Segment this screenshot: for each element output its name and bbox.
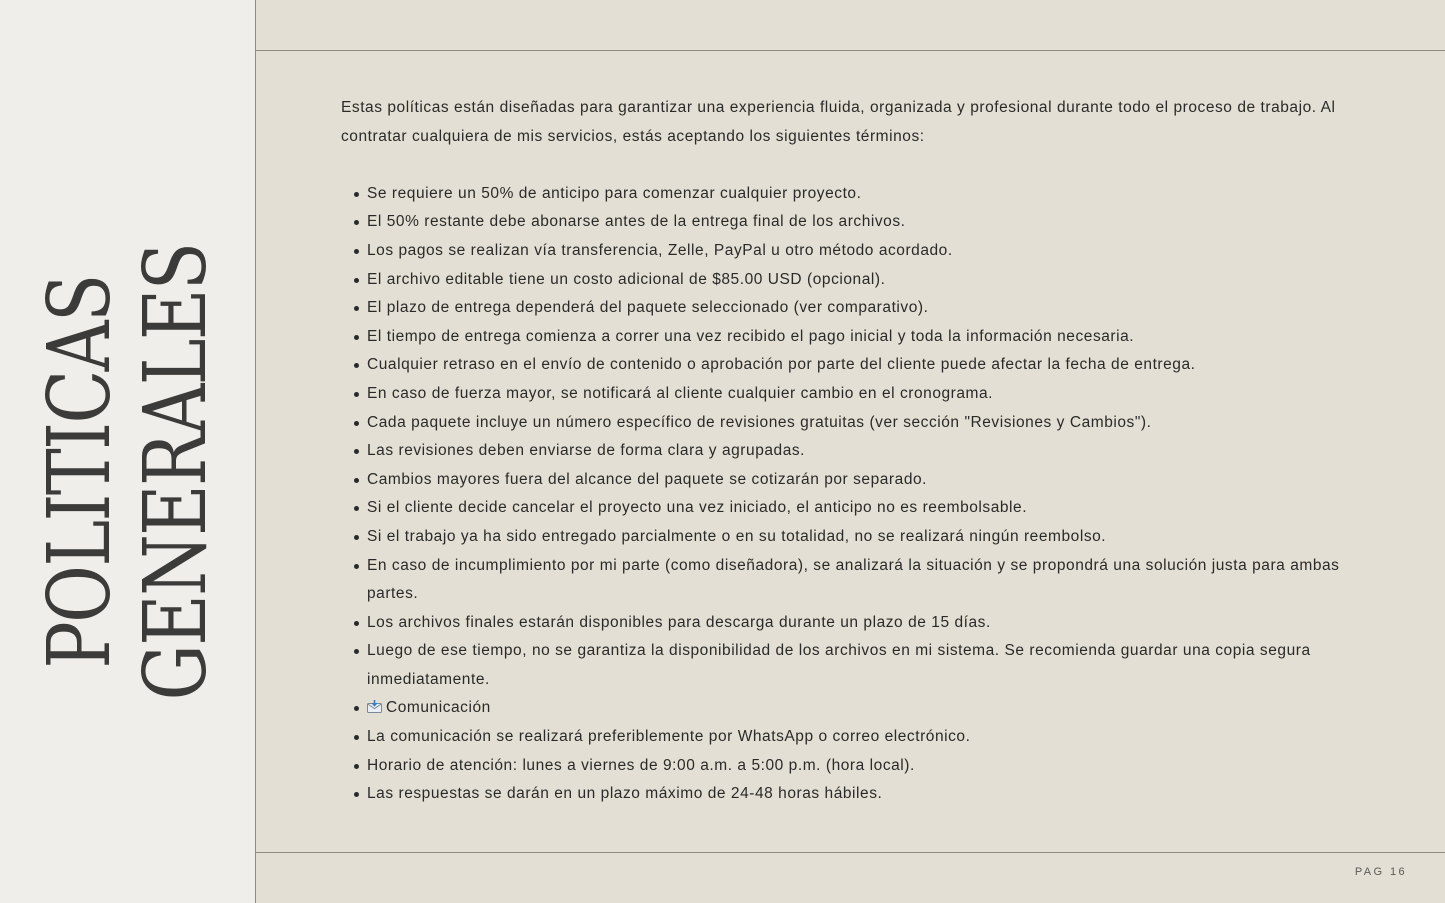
comunicacion-label: Comunicación [386,699,491,717]
envelope-icon [367,700,382,713]
list-item: El archivo editable tiene un costo adicional de $85.00 USD (opcional). [367,266,1341,295]
list-item: La comunicación se realizará preferiblemente por WhatsApp o correo electrónico. [367,723,1341,752]
sidebar-panel [0,0,256,903]
list-item: El 50% restante debe abonarse antes de la entrega final de los archivos. [367,208,1341,237]
list-item: Horario de atención: lunes a viernes de 9:00 a.m. a 5:00 p.m. (hora local). [367,752,1341,781]
list-item: Cambios mayores fuera del alcance del paquete se cotizarán por separado. [367,466,1341,495]
list-item: El tiempo de entrega comienza a correr una vez recibido el pago inicial y toda la información necesaria. [367,323,1341,352]
list-item: El plazo de entrega dependerá del paquete seleccionado (ver comparativo). [367,294,1341,323]
list-item: Si el cliente decide cancelar el proyecto una vez iniciado, el anticipo no es reembolsable. [367,494,1341,523]
policies-content [341,94,1341,809]
intro-paragraph: Estas políticas están diseñadas para garantizar una experiencia fluida, organizada y profesional durante todo el proceso de trabajo. Al contratar cualquiera de mis servicios, estás aceptando los siguientes términos: [341,99,1336,145]
list-item: Si el trabajo ya ha sido entregado parcialmente o en su totalidad, no se realizará ningún reembolso. [367,523,1341,552]
list-item: Cada paquete incluye un número específico de revisiones gratuitas (ver sección "Revisiones y Cambios"). [367,409,1341,438]
list-item: Los archivos finales estarán disponibles para descarga durante un plazo de 15 días. [367,609,1341,638]
list-item: Las respuestas se darán en un plazo máximo de 24-48 horas hábiles. [367,780,1341,809]
bottom-divider [256,852,1445,853]
list-item: Se requiere un 50% de anticipo para comenzar cualquier proyecto. [367,180,1341,209]
page-number: PAG 16 [1354,866,1407,878]
list-item: Cualquier retraso en el envío de contenido o aprobación por parte del cliente puede afectar la fecha de entrega. [367,351,1341,380]
list-item-comunicacion [367,694,1341,723]
policies-list [341,180,1341,809]
page-title [32,194,224,751]
list-item: En caso de incumplimiento por mi parte (como diseñadora), se analizará la situación y se propondrá una solución justa para ambas partes. [367,552,1341,609]
list-item: Las revisiones deben enviarse de forma clara y agrupadas. [367,437,1341,466]
top-divider [256,50,1445,51]
list-item: Luego de ese tiempo, no se garantiza la disponibilidad de los archivos en mi sistema. Se recomienda guardar una copia segura inmediatamente. [367,637,1341,694]
page-title-line-1: POLITICAS [30,275,130,670]
list-item: En caso de fuerza mayor, se notificará al cliente cualquier cambio en el cronograma. [367,380,1341,409]
page-title-line-2: GENERALES [126,243,226,701]
list-item: Los pagos se realizan vía transferencia, Zelle, PayPal u otro método acordado. [367,237,1341,266]
